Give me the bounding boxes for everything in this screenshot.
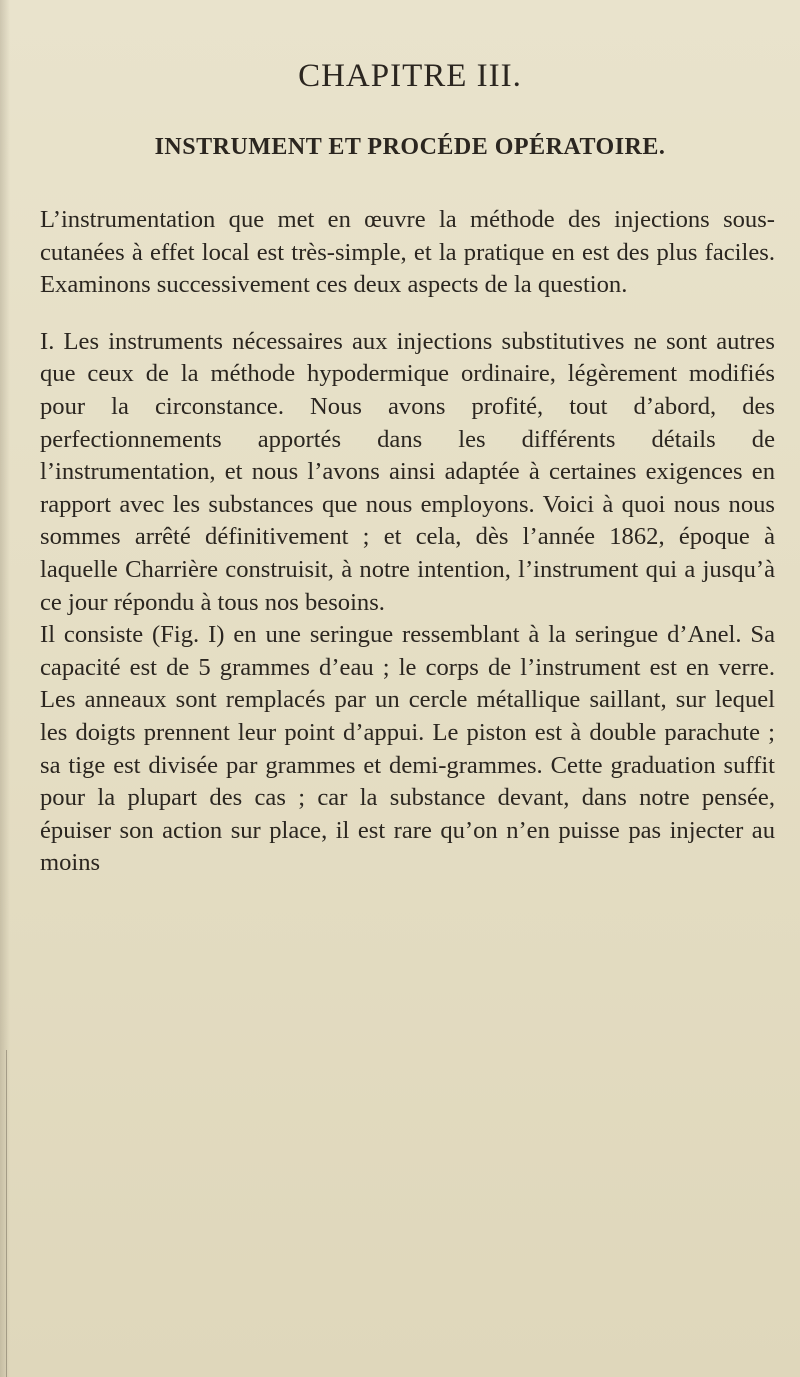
chapter-title: CHAPITRE III. [298, 58, 522, 94]
page-edge-shadow [0, 0, 10, 1377]
paragraph-intro: L’instrumentation que met en œuvre la méthode des injections sous-cutanées à effet local est très-simple, et la pratique en est des plus faciles. Examinons successivement ces deux aspects de la question. [40, 206, 775, 299]
body-text [40, 204, 775, 880]
paragraph-syringe: Il consiste (Fig. I) en une seringue ressemblant à la seringue d’Anel. Sa capacité est de 5 grammes d’eau ; le corps de l’instrument est en verre. Les anneaux sont remplacés par un cercle métallique saillant, sur lequel les doigts prennent leur point d’appui. Le piston est à double parachute ; sa tige est divisée par grammes et demi-grammes. Cette graduation suffit pour la plupart des cas ; car la substance devant, dans notre pensée, épuiser son action sur place, il est rare qu’on n’en puisse pas injecter au moins [40, 621, 775, 877]
section-title: INSTRUMENT ET PROCÉDE OPÉRATOIRE. [154, 134, 666, 160]
binding-line [6, 1050, 7, 1377]
paragraph-instruments: I. Les instruments nécessaires aux injections substitutives ne sont autres que ceux de la méthode hypodermique ordinaire, légèrement modifiés pour la circonstance. Nous avons profité, tout d’abord, des perfectionnements apportés dans les différents détails de l’instrumentation, et nous l’avons ainsi adaptée à certaines exigences en rapport avec les substances que nous employons. Voici à quoi nous nous sommes arrêté définitivement ; et cela, dès l’année 1862, époque à laquelle Charrière construisit, à notre intention, l’instrument qui a jusqu’à ce jour répondu à tous nos besoins. [40, 327, 775, 616]
